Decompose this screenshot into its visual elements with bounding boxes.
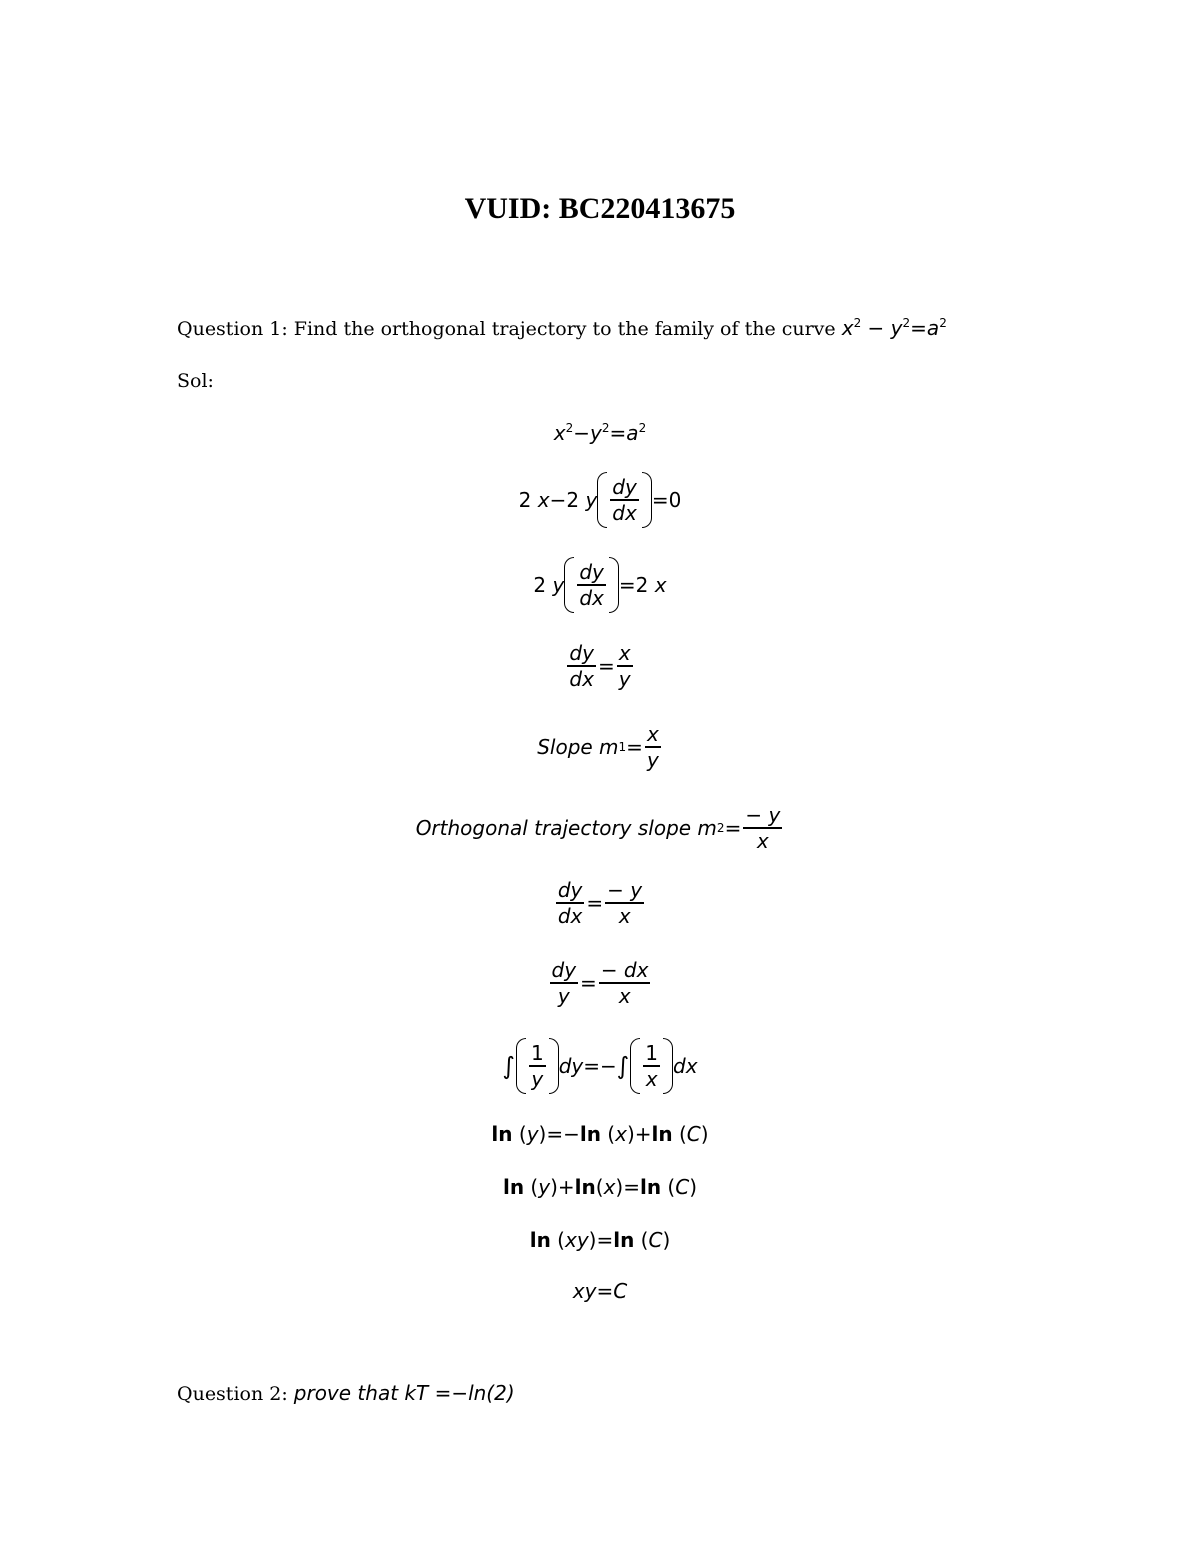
page-title: VUID: BC220413675 (464, 192, 736, 225)
question-1 (177, 316, 947, 340)
equation-curve: $x^2-y^2=a^2$ (553, 421, 647, 445)
question-2 (177, 1381, 515, 1405)
equation-log-2: ln (y)+ln(x)=ln (C) (502, 1175, 698, 1199)
equation-new-dydx: $\frac{dy}{dx}$ = $\frac{- y}{x}$ (557, 878, 643, 928)
equation-log-1: ln (y)=−ln (x)+ln (C) (491, 1122, 709, 1146)
solution-label: Sol: (177, 370, 214, 392)
question-1-curve: $x^2 - y^2=a^2$ (841, 316, 947, 340)
equation-result: xy=C (572, 1279, 628, 1303)
orthogonal-slope-label: Orthogonal trajectory slope m (415, 816, 717, 840)
equation-log-3: ln (xy)=ln (C) (529, 1228, 671, 1252)
question-1-text: Question 1: Find the orthogonal trajectory to the family of the curve (177, 318, 836, 340)
equation-rearrange: 2 y $\frac{dy}{dx}$ =2 x (0, 557, 1200, 613)
question-2-statement: prove that kT =−ln(2) (293, 1381, 515, 1405)
equation-differentiate: 2 x −2 y $\frac{dy}{dx}$ =0 (0, 472, 1200, 528)
equation-orthogonal-slope: Orthogonal trajectory slope m 2 = $\frac{- y}{x}$ (415, 803, 781, 853)
equation-integrate: ∫ $\frac{1}{y}$ dy =− ∫ $\frac{1}{x}$ dx (0, 1038, 1200, 1094)
slope-1-label: Slope m (537, 735, 619, 759)
equation-dydx: $\frac{dy}{dx}$ = $\frac{x}{y}$ (569, 641, 631, 691)
equation-slope-1: Slope m 1 = $\frac{x}{y}$ (537, 722, 659, 772)
question-2-label: Question 2: (177, 1383, 288, 1405)
equation-separate: $\frac{dy}{y}$ = $\frac{- dx}{x}$ (551, 958, 649, 1008)
